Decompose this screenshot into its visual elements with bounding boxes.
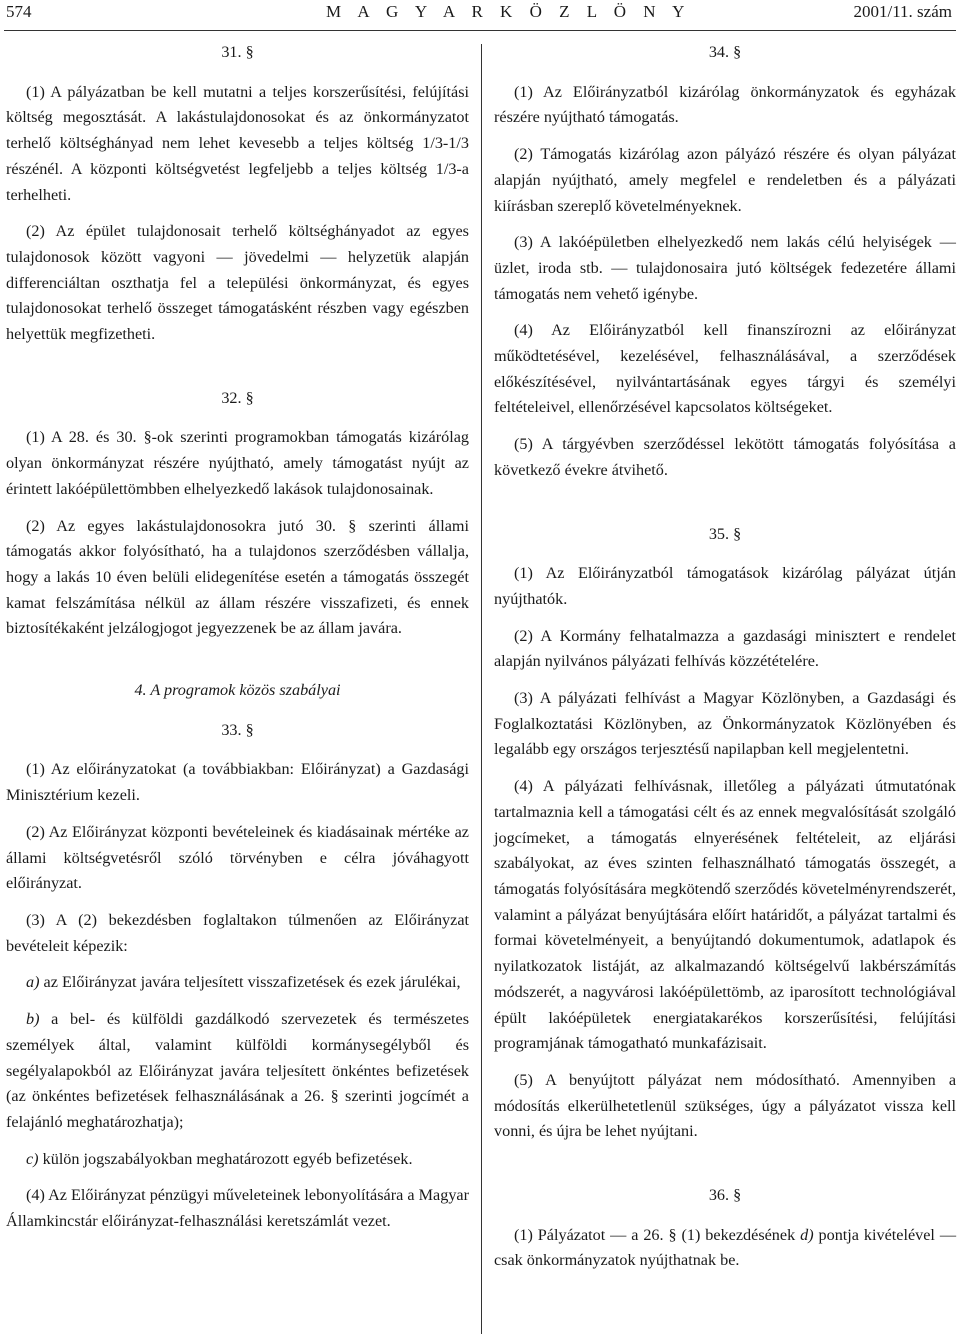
s36-text-b: pontja kivételével — csak önkormányzatok nyújthatnak be. [494,1225,957,1270]
section-34-paragraph-5: (5) A tárgyévben szerződéssel lekötött támogatás folyósítása a következő évekre átvihető. [494,435,956,479]
section-34-title: 34. § [708,43,742,61]
section-35-paragraph-1: (1) Az Előirányzatból támogatások kizárólag pályázat útján nyújthatók. [494,564,956,608]
section-35-title: 35. § [708,524,742,543]
section-35-paragraph-4: (4) A pályázati felhívásnak, illetőleg a pályázati útmutatónak tartalmaznia kell a támogatási célt és az ennek megvalósítását szolgáló jogcímeket, a támogatás elnyerésének feltételeit, az eljárási szabályokat, az éves szinten felhasználható támogatás összegét, a támogatás folyósítására megkötendő szerződés követelményrendszerét, valamint a pályázat benyújtására előírt határidőt, a pályázat tartalmi és formai követelményeit, a benyújtandó dokumentumok, adatlapok és nyilatkozatok listáját, az alkalmazandó költségelvű lakbérszámítás módszerét, a nagyvárosi lakóépülettömb, az iparosított technológiával épült lakóépületek energiatakarékos korszerűsítési, felújítási programjának támogatható munkafázisait. [494,777,956,1053]
section-33-point-c [6,1147,469,1173]
point-c-label: c) [26,1149,39,1168]
left-column [6,40,469,1246]
point-c-text: külön jogszabályokban meghatározott egyéb befizetések. [42,1149,413,1168]
section-33-paragraph-3: (3) A (2) bekezdésben foglaltakon túlmenően az Előirányzat bevételeit képezik: [6,910,469,955]
section-33-paragraph-4: (4) Az Előirányzat pénzügyi műveleteinek lebonyolítására a Magyar Államkincstár előirányzat-felhasználási keretszámlát vezet. [6,1186,469,1231]
column-divider [481,44,482,1334]
section-33-title: 33. § [221,720,254,739]
right-column [494,40,956,1285]
section-31-paragraph-2: (2) Az épület tulajdonosait terhelő költséghányadot az egyes tulajdonosok között vagyoni — jövedelmi — helyzetük alapján differenciáltan oszthatja fel a települési önkormányzat, és egyes tulajdonosokat terhelő összeget támogatásként részben vagy egészben helyettük megfizetheti. [6,222,469,344]
point-a-text: az Előirányzat javára teljesített visszafizetések és ezek járulékai, [43,973,461,992]
header-rule [4,30,956,31]
journal-title: M A G Y A R K Ö Z L Ö N Y [326,2,691,21]
issue-number: 2001/11. szám [853,2,952,21]
s36-text-a: (1) Pályázatot — a 26. § (1) bekezdésének [514,1225,796,1244]
section-35-paragraph-3: (3) A pályázati felhívást a Magyar Közlönyben, a Gazdasági és Foglalkoztatási Közlönyben, az Önkormányzatok Közlönyében és legalább egy országos terjesztésű napilapban kell megjelentetni. [494,689,956,759]
point-b-label: b) [26,1010,40,1029]
section-31-paragraph-1: (1) A pályázatban be kell mutatni a teljes korszerűsítési, felújítási költség megosztását. A lakástulajdonosokat és az önkormányzatot terhelő költséghányad nem lehet kevesebb a teljes költség 1/3-1/3 részénél. A központi költségvetést legfeljebb a teljes költség 1/3-a terhelheti. [6,82,469,204]
section-33-paragraph-2: (2) Az Előirányzat központi bevételeinek és kiadásainak mértéke az állami költségvetésről szóló törvényben e célra jóváhagyott előirányzat. [6,822,469,893]
point-b-text: a bel- és külföldi gazdálkodó szervezetek és természetes személyek által, valamint külföldi kormánysegélyből és segélyalapokból az Előirányzat javára teljesített önkéntes befizetések (az önkéntes befizetések felhasználásának a 26. § szerinti jogcímét a felajánló meghatározhatja); [6,1010,469,1131]
section-32-title: 32. § [221,388,254,407]
section-35-paragraph-2: (2) A Kormány felhatalmazza a gazdasági minisztert e rendelet alapján nyilvános pályázati felhívás közzétételére. [494,626,956,671]
s36-point-d: d) [800,1225,814,1244]
section-34-paragraph-2: (2) Támogatás kizárólag azon pályázó részére és olyan pályázat alapján nyújtható, amely megfelel e rendeletben és a pályázati kiírásban szereplő követelményeknek. [494,145,956,215]
section-31-title: 31. § [221,43,254,61]
section-33-point-b [6,1007,469,1136]
section-34-paragraph-3: (3) A lakóépületben elhelyezkedő nem lakás célú helyiségek — üzlet, iroda stb. — tulajdonosaira jutó költségek fedezetére állami támogatás nem vehető igénybe. [494,233,956,303]
section-33-paragraph-1: (1) Az előirányzatokat (a továbbiakban: Előirányzat) a Gazdasági Minisztérium kezeli. [6,760,469,805]
point-a-label: a) [26,973,40,992]
section-36-paragraph-1 [494,1223,956,1274]
section-34-paragraph-4: (4) Az Előirányzatból kell finanszírozni az előirányzat működtetésével, kezelésével, felhasználásával, a szerződések előkészítésével, nyilvántartásának egyes tárgyi és személyi feltételeivel, ellenőrzésével kapcsolatos költségeket. [494,321,956,417]
section-32-paragraph-2: (2) Az egyes lakástulajdonosokra jutó 30. § szerinti állami támogatás akkor folyósítható, ha a tulajdonos szerződésben vállalja, hogy a lakás 10 éven belüli elidegenítése esetén a támogatás összegét kamat felszámítása nélkül az állam részére visszafizeti, és ennek biztosítékaként jelzálogjogot jegyezzenek be az állam javára. [6,516,469,638]
section-34-paragraph-1: (1) Az Előirányzatból kizárólag önkormányzatok és egyházak részére nyújtható támogatás. [494,82,956,127]
section-36-title: 36. § [708,1186,742,1205]
section-32-paragraph-1: (1) A 28. és 30. §-ok szerinti programokban támogatás kizárólag olyan önkormányzat részére nyújtható, amely támogatást nyújt az érintett lakóépülettömbben elhelyezkedő lakások tulajdonosainak. [6,428,469,498]
section-35-paragraph-5: (5) A benyújtott pályázat nem módosítható. Amennyiben a módosítás elkerülhetetlenül szükséges, úgy a pályázatot vissza kell vonni, és újra be lehet nyújtani. [494,1070,956,1141]
page-number: 574 [6,2,32,21]
chapter-4-heading: 4. A programok közös szabályai [134,681,341,700]
section-33-point-a [6,970,469,996]
